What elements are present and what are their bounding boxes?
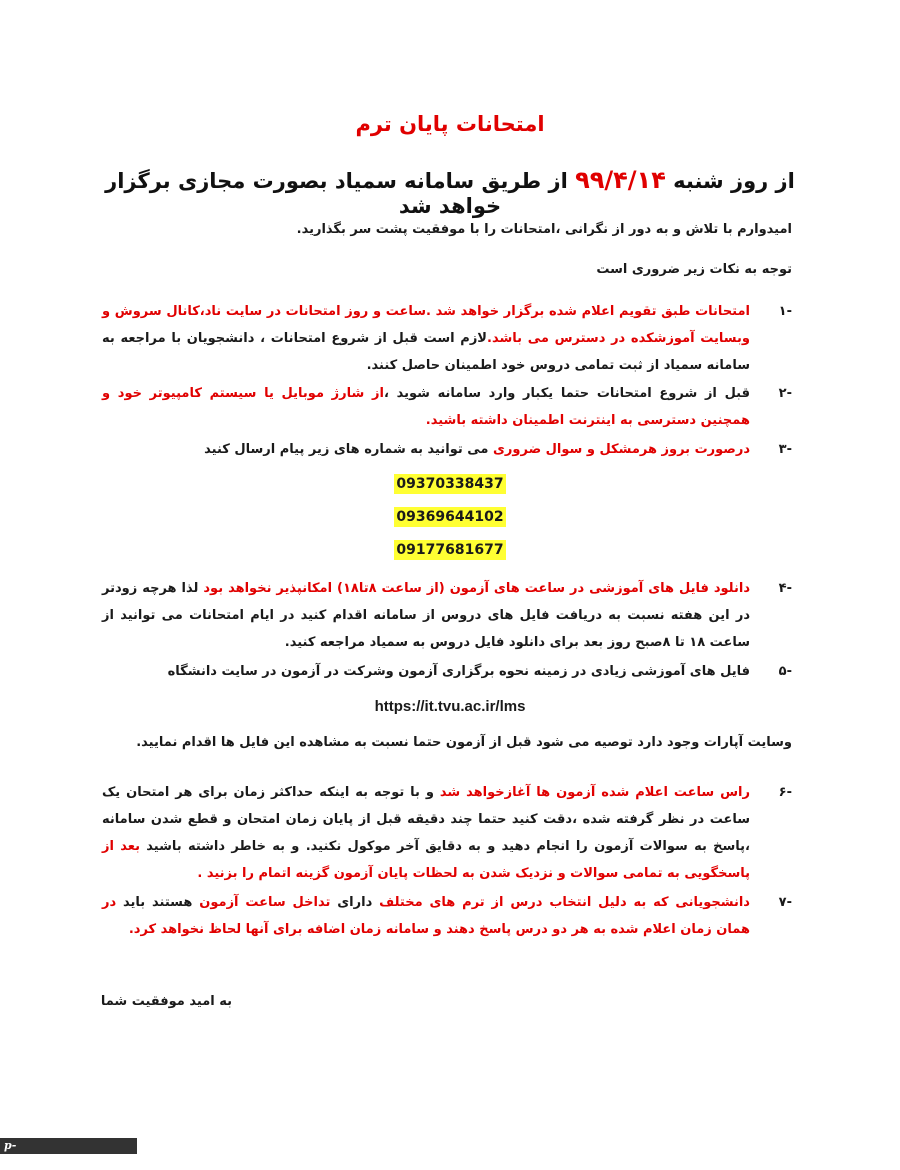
item-red-text: بعد از پاسخگویی به تمامی سوالات و نزدیک شدن به لحظات پایان آزمون گزینه اتمام را بزنید . — [102, 839, 750, 881]
item-red-text: راس ساعت اعلام شده آزمون ها آغازخواهد شد — [439, 785, 750, 800]
item-text — [102, 380, 750, 434]
page-title: امتحانات پایان ترم — [355, 112, 545, 136]
item-black-text: و با توجه به اینکه حداکثر زمان برای هر امتحان یک ساعت در نظر گرفته شده ،دقت کنید حتما چند دقیقه قبل از پایان زمان امتحان و قطع شدن سامانه ،پاسخ به سوالات آزمون را انجام دهید و به دقایق آخر موکول نکنید. و به خاطر داشته باشید — [102, 785, 750, 854]
phone-number: 09370338437 — [396, 476, 504, 492]
item-text — [102, 298, 750, 379]
item-number: -۵ — [778, 664, 792, 679]
phone-number: 09369644102 — [396, 509, 504, 525]
phone-number: 09177681677 — [396, 542, 504, 558]
item-text — [102, 889, 750, 943]
item-red-text: دانشجویانی که به دلیل انتخاب درس از ترم های مختلف — [379, 895, 750, 910]
subtitle-start: از روز شنبه — [665, 169, 795, 193]
list-item — [102, 658, 792, 685]
item-number: -۶ — [778, 785, 792, 800]
subtitle-end: از طریق سامانه سمیاد بصورت مجازی برگزار خواهد شد — [105, 169, 576, 218]
item-text — [102, 779, 750, 887]
list-item — [102, 436, 792, 463]
notes-heading: توجه به نکات زیر ضروری است — [596, 262, 792, 277]
item-number: -۱ — [778, 304, 792, 319]
item-black-text: می توانید به شماره های زیر پیام ارسال کنید — [204, 442, 493, 457]
item-red-text: از شارژ موبایل یا سیستم کامپیوتر خود و همچنین دسترسی به اینترنت اطمینان داشته باشید. — [102, 386, 750, 428]
list-item — [102, 889, 792, 943]
signoff: به امید موفقیت شما — [100, 994, 232, 1009]
item-red-text: در همان زمان اعلام شده به هر دو درس پاسخ دهند و سامانه زمان اضافه برای آنها لحاظ نخواهد کرد. — [102, 895, 750, 937]
item-text — [102, 658, 750, 685]
list-item — [102, 779, 792, 887]
item-black-text: لذا هرچه زودتر در این هفته نسبت به دریافت فایل های دروس از سامانه اقدام کنید در ایام امتحانات می توانید از ساعت ۱۸ تا ۸صبح روز بعد برای دانلود فایل دروس به سمیاد مراجعه کنید. — [102, 581, 750, 650]
list-item — [102, 298, 792, 379]
item-number: -۴ — [778, 581, 792, 596]
website-note: وسایت آپارات وجود دارد توصیه می شود قبل از آزمون حتما نسبت به مشاهده این فایل ها اقدام نمایید. — [136, 735, 792, 750]
lms-link[interactable]: https://it.tvu.ac.ir/lms — [374, 698, 526, 715]
intro-paragraph: امیدوارم با تلاش و به دور از نگرانی ،امتحانات را با موفقیت پشت سر بگذارید. — [296, 222, 792, 237]
item-text — [102, 575, 750, 656]
item-text — [102, 436, 750, 463]
announcement-subtitle — [100, 166, 800, 218]
list-item — [102, 380, 792, 434]
item-black-text: دارای — [330, 895, 380, 910]
item-number: -۲ — [778, 386, 792, 401]
item-black-text: لازم است قبل از شروع امتحانات ، دانشجویان با مراجعه به سامانه سمیاد از ثبت تمامی دروس خود اطمینان حاصل کنند. — [102, 331, 750, 373]
item-red-text: تداخل ساعت آزمون — [199, 895, 331, 910]
item-number: -۷ — [778, 895, 792, 910]
item-red-text: امتحانات طبق تقویم اعلام شده برگزار خواهد شد .ساعت و روز امتحانات در سایت ناد،کانال سروش و وبسایت آموزشکده در دسترس می باشد. — [102, 304, 750, 346]
exam-date: ۹۹/۴/۱۴ — [575, 166, 666, 194]
item-black-text: فایل های آموزشی زیادی در زمینه نحوه برگزاری آزمون وشرکت در آزمون در سایت دانشگاه — [167, 664, 750, 679]
list-item — [102, 575, 792, 656]
item-black-text: قبل از شروع امتحانات حتما یکبار وارد سامانه شوید ، — [383, 386, 750, 401]
item-number: -۳ — [778, 442, 792, 457]
item-black-text: هستند باید — [116, 895, 200, 910]
site-watermark: p-bandarabas.nus.ac.ir — [0, 1138, 137, 1154]
item-red-text: دانلود فایل های آموزشی در ساعت های آزمون (از ساعت ۸تا۱۸) امکانپذیر نخواهد بود — [203, 581, 751, 596]
item-red-text: درصورت بروز هرمشکل و سوال ضروری — [493, 442, 750, 457]
